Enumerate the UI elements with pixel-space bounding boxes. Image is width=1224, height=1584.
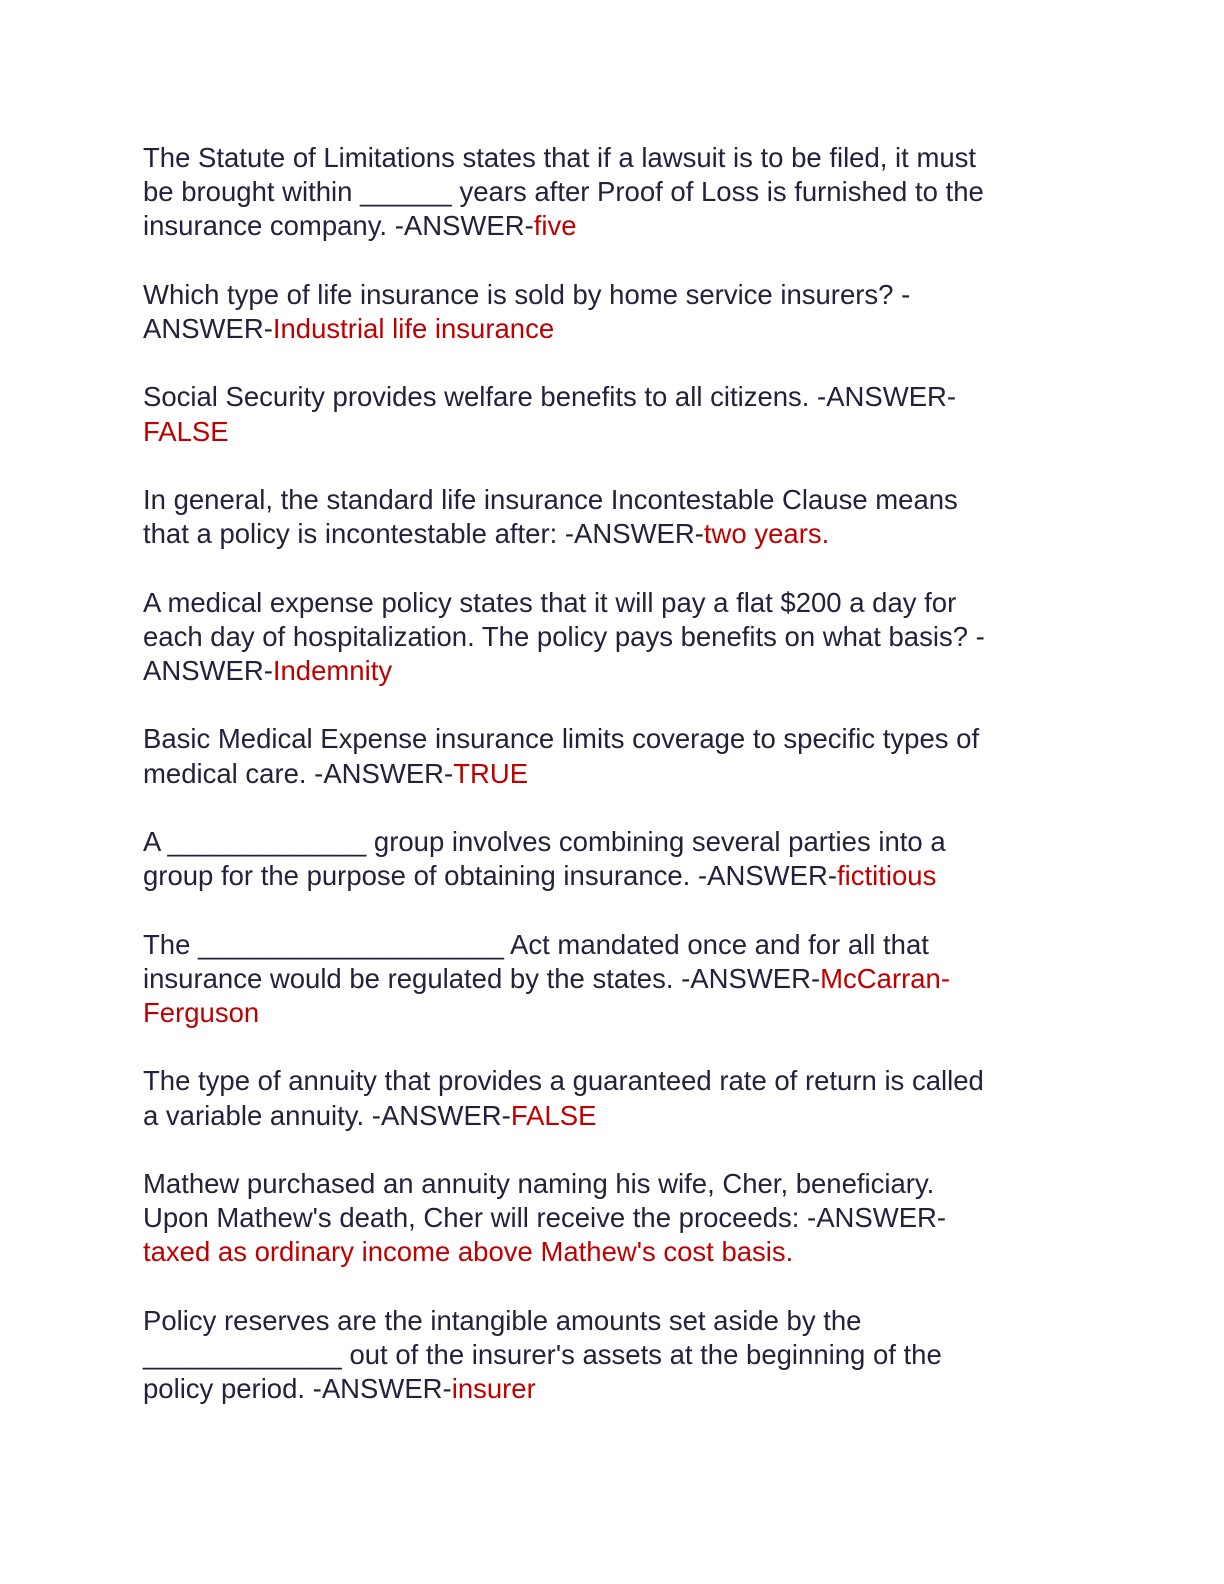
qa-item	[143, 380, 1083, 448]
qa-item	[143, 141, 1083, 244]
qa-item	[143, 586, 1083, 689]
qa-item	[143, 825, 1083, 893]
question-text: A _____________ group involves combining several parties into a	[143, 825, 946, 857]
question-text: each day of hospitalization. The policy pays benefits on what basis? -	[143, 620, 985, 652]
qa-item	[143, 928, 1083, 1031]
question-text: The ____________________ Act mandated once and for all that	[143, 928, 929, 960]
question-text: group for the purpose of obtaining insurance. -ANSWER-	[143, 860, 837, 892]
qa-item	[143, 1064, 1083, 1132]
question-text: The Statute of Limitations states that if a lawsuit is to be filed, it must	[143, 142, 977, 173]
question-text: A medical expense policy states that it will pay a flat $200 a day for	[143, 586, 957, 618]
question-text: ANSWER-	[143, 313, 273, 344]
text-line	[143, 312, 1083, 346]
text-line	[143, 996, 1083, 1030]
text-line	[143, 209, 1083, 243]
text-line	[143, 586, 1083, 620]
text-line	[143, 1064, 1083, 1098]
text-line	[143, 175, 1083, 209]
answer-text: Industrial life insurance	[272, 313, 555, 344]
text-line	[143, 928, 1083, 962]
question-text: medical care. -ANSWER-	[143, 757, 454, 789]
text-line	[143, 654, 1083, 688]
answer-text: Ferguson	[143, 996, 260, 1028]
text-line	[143, 859, 1083, 893]
answer-text: five	[533, 210, 577, 242]
qa-item	[143, 483, 1083, 551]
answer-text: fictitious	[836, 860, 937, 892]
text-line	[143, 1235, 1083, 1269]
answer-text: FALSE	[143, 415, 229, 447]
text-line	[143, 757, 1083, 791]
qa-item	[143, 1304, 1083, 1407]
answer-text: TRUE	[453, 757, 529, 789]
answer-text: insurer	[451, 1373, 536, 1405]
text-line	[143, 620, 1083, 654]
text-line	[143, 1304, 1083, 1338]
qa-item	[143, 1167, 1083, 1270]
answer-text: two years.	[703, 518, 830, 550]
text-line	[143, 722, 1083, 756]
text-line	[143, 415, 1083, 449]
question-text: a variable annuity. -ANSWER-	[143, 1099, 511, 1131]
text-line	[143, 1167, 1083, 1201]
text-line	[143, 1201, 1083, 1235]
text-line	[143, 278, 1083, 312]
answer-text: McCarran-	[820, 962, 951, 994]
document-page	[143, 141, 1083, 1441]
text-line	[143, 483, 1083, 517]
question-text: Social Security provides welfare benefits to all citizens. -ANSWER-	[143, 381, 957, 413]
question-text: Mathew purchased an annuity naming his wife, Cher, beneficiary.	[143, 1167, 935, 1199]
qa-item	[143, 722, 1083, 790]
question-text: In general, the standard life insurance Incontestable Clause means	[143, 483, 958, 515]
question-text: ANSWER-	[143, 654, 273, 686]
text-line	[143, 517, 1083, 551]
text-line	[143, 1099, 1083, 1133]
question-text: that a policy is incontestable after: -ANSWER-	[143, 518, 704, 550]
question-text: policy period. -ANSWER-	[143, 1373, 452, 1405]
answer-text: FALSE	[510, 1099, 597, 1131]
text-line	[143, 380, 1083, 414]
question-text: _____________ out of the insurer's assets at the beginning of the	[143, 1338, 942, 1370]
text-line	[143, 825, 1083, 859]
text-line	[143, 1372, 1083, 1406]
answer-text: taxed as ordinary income above Mathew's cost basis.	[143, 1236, 794, 1268]
question-text: Policy reserves are the intangible amounts set aside by the	[143, 1304, 862, 1336]
text-line	[143, 1338, 1083, 1372]
text-line	[143, 962, 1083, 996]
question-text: insurance company. -ANSWER-	[143, 210, 534, 242]
question-text: Upon Mathew's death, Cher will receive the proceeds: -ANSWER-	[143, 1202, 947, 1234]
question-text: Basic Medical Expense insurance limits coverage to specific types of	[143, 723, 980, 755]
question-text: Which type of life insurance is sold by home service insurers? -	[143, 278, 911, 310]
qa-item	[143, 278, 1083, 346]
answer-text: Indemnity	[272, 654, 393, 686]
text-line	[143, 141, 1083, 175]
question-text: be brought within ______ years after Proof of Loss is furnished to the	[143, 176, 984, 208]
question-text: insurance would be regulated by the states. -ANSWER-	[143, 962, 821, 994]
question-text: The type of annuity that provides a guaranteed rate of return is called	[143, 1065, 984, 1097]
